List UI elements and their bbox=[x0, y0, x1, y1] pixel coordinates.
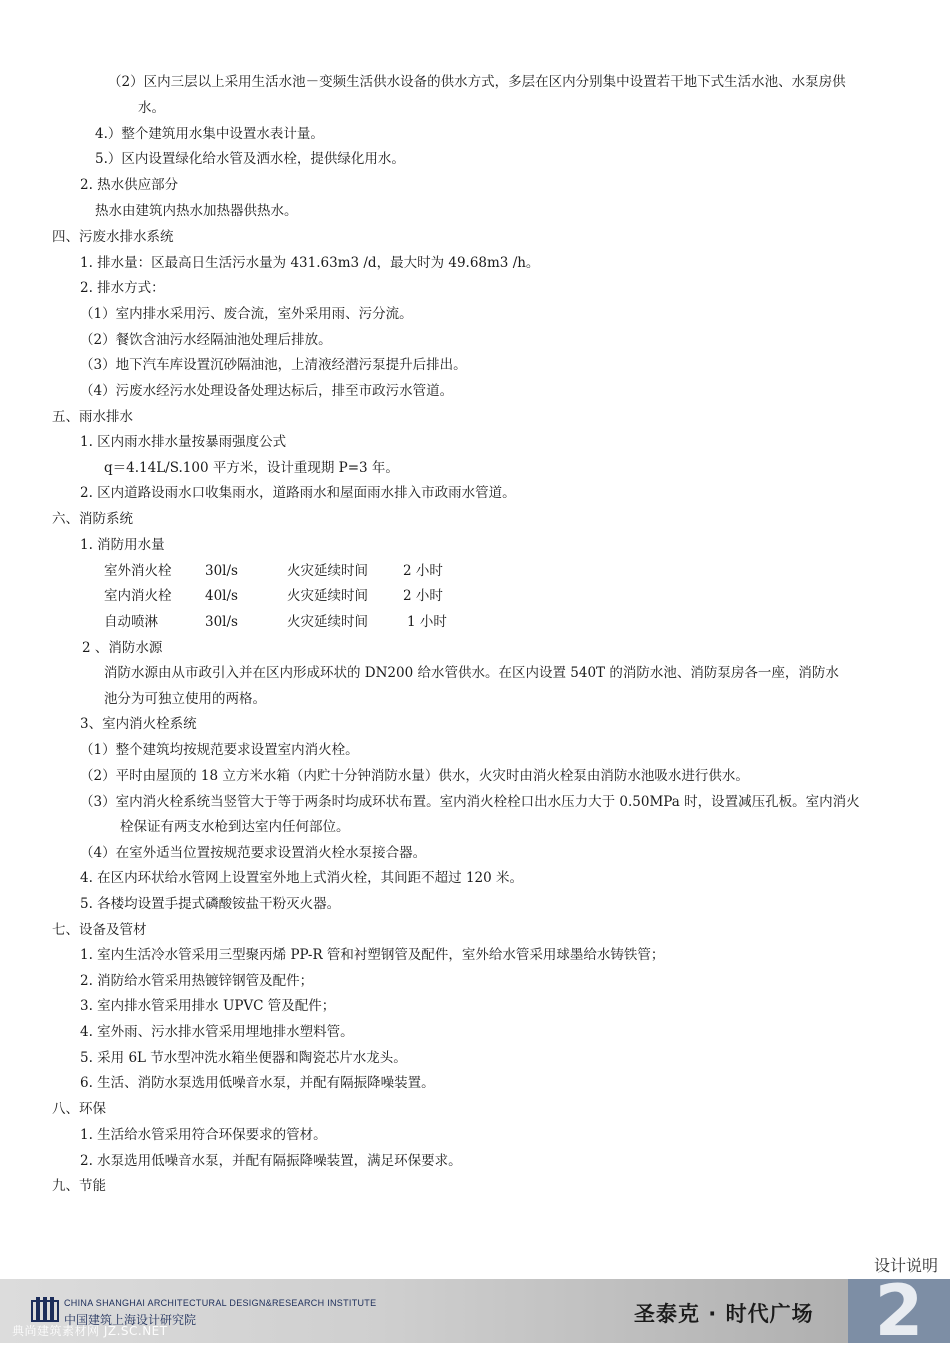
fire-item-label: 火灾延续时间 bbox=[287, 563, 368, 579]
section-heading: 四、污废水排水系统 bbox=[52, 229, 174, 245]
text-line: （2）平时由屋顶的 18 立方米水箱（内贮十分钟消防水量）供水，火灾时由消火栓泵由消防水池吸水进行供水。 bbox=[80, 768, 749, 784]
fire-item-name: 室内消火栓 bbox=[104, 588, 172, 604]
fire-item-duration: 2 小时 bbox=[403, 563, 443, 579]
fire-item-name: 自动喷淋 bbox=[104, 614, 158, 630]
text-line: 2. 区内道路设雨水口收集雨水，道路雨水和屋面雨水排入市政雨水管道。 bbox=[80, 485, 516, 501]
text-line: 4. 在区内环状给水管网上设置室外地上式消火栓，其间距不超过 120 米。 bbox=[80, 870, 524, 886]
text-line: 2. 排水方式： bbox=[80, 280, 165, 296]
text-line: 2. 水泵选用低噪音水泵，并配有隔振降噪装置，满足环保要求。 bbox=[80, 1153, 462, 1169]
text-line: 3、室内消火栓系统 bbox=[80, 716, 197, 732]
fire-item-label: 火灾延续时间 bbox=[287, 588, 368, 604]
text-line: （1）整个建筑均按规范要求设置室内消火栓。 bbox=[80, 742, 359, 758]
institute-name-cn: 中国建筑上海设计研究院 bbox=[64, 1313, 197, 1327]
text-line: （3）地下汽车库设置沉砂隔油池，上清液经潜污泵提升后排出。 bbox=[80, 357, 467, 373]
text-line: 4.）整个建筑用水集中设置水表计量。 bbox=[95, 126, 324, 142]
fire-item-duration: 1 小时 bbox=[407, 614, 447, 630]
text-line: 2. 热水供应部分 bbox=[80, 177, 179, 193]
fire-item-flow: 40l/s bbox=[205, 588, 238, 604]
text-line: 5.）区内设置绿化给水管及洒水栓，提供绿化用水。 bbox=[95, 151, 405, 167]
text-line: （2）区内三层以上采用生活水池－变频生活供水设备的供水方式，多层在区内分别集中设置若干地下式生活水池、水泵房供 bbox=[108, 74, 846, 90]
page-number: 2 bbox=[874, 1270, 924, 1352]
fire-item-flow: 30l/s bbox=[205, 563, 238, 579]
text-line: （2）餐饮含油污水经隔油池处理后排放。 bbox=[80, 332, 332, 348]
institute-name-en: CHINA SHANGHAI ARCHITECTURAL DESIGN&RESEARCH INSTITUTE bbox=[64, 1298, 377, 1308]
text-line: q＝4.14L/S.100 平方米，设计重现期 P=3 年。 bbox=[104, 460, 399, 476]
text-line: （4）污废水经污水处理设备处理达标后，排至市政污水管道。 bbox=[80, 383, 454, 399]
text-line: 2. 消防给水管采用热镀锌钢管及配件； bbox=[80, 973, 314, 989]
text-line: （3）室内消火栓系统当竖管大于等于两条时均成环状布置。室内消火栓栓口出水压力大于 0.50MPa 时，设置减压孔板。室内消火 bbox=[80, 794, 860, 810]
fire-item-label: 火灾延续时间 bbox=[287, 614, 368, 630]
text-line: 池分为可独立使用的两格。 bbox=[104, 691, 266, 707]
fire-item-name: 室外消火栓 bbox=[104, 563, 172, 579]
section-heading: 八、环保 bbox=[52, 1101, 106, 1117]
text-line: 3. 室内排水管采用排水 UPVC 管及配件； bbox=[80, 998, 336, 1014]
text-line: 2 、消防水源 bbox=[82, 640, 163, 656]
text-line: 1. 室内生活冷水管采用三型聚丙烯 PP-R 管和衬塑钢管及配件，室外给水管采用球墨给水铸铁管； bbox=[80, 947, 665, 963]
text-line: （1）室内排水采用污、废合流，室外采用雨、污分流。 bbox=[80, 306, 413, 322]
section-heading: 六、消防系统 bbox=[52, 511, 133, 527]
text-line: 水。 bbox=[138, 100, 165, 116]
section-tag: 设计说明 bbox=[873, 1256, 938, 1275]
text-line: 消防水源由从市政引入并在区内形成环状的 DN200 给水管供水。在区内设置 540T 的消防水池、消防泵房各一座，消防水 bbox=[104, 665, 839, 681]
text-line: 栓保证有两支水枪到达室内任何部位。 bbox=[120, 819, 350, 835]
page-number-box bbox=[848, 1270, 950, 1352]
text-line: 5. 各楼均设置手提式磷酸铵盐干粉灭火器。 bbox=[80, 896, 341, 912]
text-line: 6. 生活、消防水泵选用低噪音水泵，并配有隔振降噪装置。 bbox=[80, 1075, 435, 1091]
text-line: 1. 区内雨水排水量按暴雨强度公式 bbox=[80, 434, 287, 450]
fire-item-duration: 2 小时 bbox=[403, 588, 443, 604]
fire-item-flow: 30l/s bbox=[205, 614, 238, 630]
footer-bar bbox=[0, 1270, 950, 1352]
project-title: 圣泰克 · 时代广场 bbox=[634, 1302, 814, 1326]
watermark: 典尚建筑素材网 JZ.SC.NET bbox=[12, 1324, 168, 1338]
text-line: 热水由建筑内热水加热器供热水。 bbox=[95, 203, 298, 219]
text-line: 5. 采用 6L 节水型冲洗水箱坐便器和陶瓷芯片水龙头。 bbox=[80, 1050, 407, 1066]
institute-logo-icon bbox=[30, 1295, 60, 1325]
text-line: 4. 室外雨、污水排水管采用埋地排水塑料管。 bbox=[80, 1024, 354, 1040]
text-line: 1. 生活给水管采用符合环保要求的管材。 bbox=[80, 1127, 327, 1143]
section-heading: 七、设备及管材 bbox=[52, 922, 147, 938]
section-heading: 五、雨水排水 bbox=[52, 409, 133, 425]
section-heading: 九、节能 bbox=[52, 1178, 106, 1194]
text-line: 1. 消防用水量 bbox=[80, 537, 165, 553]
text-line: （4）在室外适当位置按规范要求设置消火栓水泵接合器。 bbox=[80, 845, 427, 861]
text-line: 1. 排水量：区最高日生活污水量为 431.63m3 /d，最大时为 49.68m3 /h。 bbox=[80, 255, 540, 271]
